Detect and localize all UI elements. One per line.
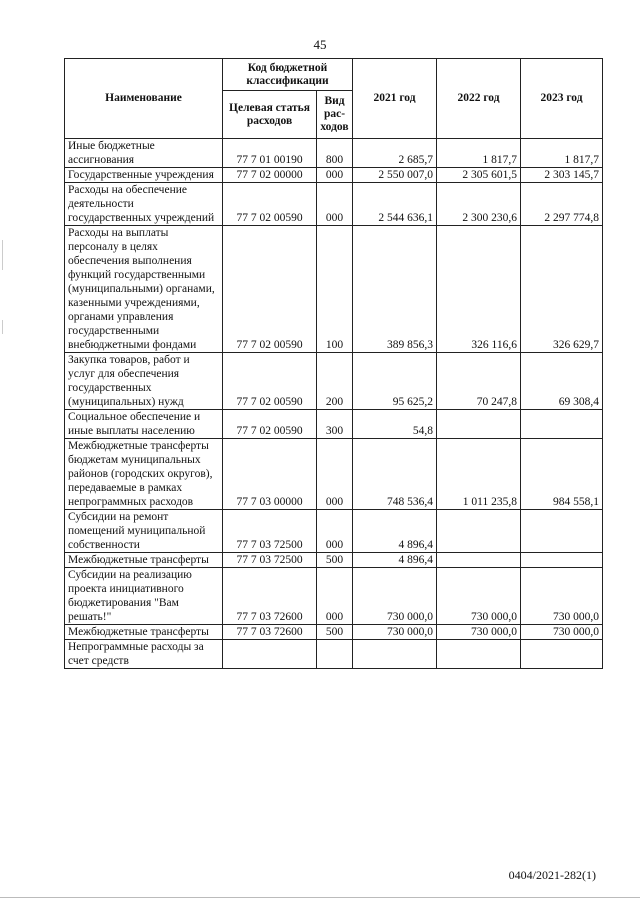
- row-value-2022: [437, 510, 521, 553]
- row-value-2021: 730 000,0: [353, 568, 437, 625]
- row-name: Межбюджетные трансферты: [65, 625, 223, 640]
- row-expense-type: 100: [317, 226, 353, 353]
- row-name: Субсидии на реализацию проекта инициативного бюджетирования "Вам решать!": [65, 568, 223, 625]
- table-row: [65, 640, 603, 669]
- row-value-2022: [437, 640, 521, 669]
- row-value-2023: [521, 640, 603, 669]
- row-expense-type: 300: [317, 410, 353, 439]
- table-row: [65, 410, 603, 439]
- row-value-2022: 730 000,0: [437, 625, 521, 640]
- row-value-2022: [437, 410, 521, 439]
- row-value-2023: 2 297 774,8: [521, 183, 603, 226]
- row-target-code: 77 7 02 00590: [223, 183, 317, 226]
- row-target-code: 77 7 03 72600: [223, 568, 317, 625]
- header-2023: 2023 год: [521, 59, 603, 139]
- row-target-code: 77 7 02 00590: [223, 410, 317, 439]
- row-value-2021: 54,8: [353, 410, 437, 439]
- table-row: [65, 439, 603, 510]
- row-target-code: 77 7 02 00000: [223, 168, 317, 183]
- row-value-2021: 95 625,2: [353, 353, 437, 410]
- budget-table: [64, 58, 603, 669]
- row-value-2021: 4 896,4: [353, 553, 437, 568]
- header-classification: Код бюджетной классификации: [223, 59, 353, 91]
- table-row: [65, 553, 603, 568]
- header-name: Наименование: [65, 59, 223, 139]
- row-value-2021: [353, 640, 437, 669]
- table-row: [65, 226, 603, 353]
- row-value-2023: 326 629,7: [521, 226, 603, 353]
- row-name: Межбюджетные трансферты бюджетам муниципальных районов (городских округов), передаваемые в рамках непрограммных расходов: [65, 439, 223, 510]
- row-value-2021: 389 856,3: [353, 226, 437, 353]
- row-value-2021: 2 550 007,0: [353, 168, 437, 183]
- row-expense-type: 000: [317, 510, 353, 553]
- row-value-2021: 2 685,7: [353, 139, 437, 168]
- row-value-2022: 70 247,8: [437, 353, 521, 410]
- row-target-code: 77 7 02 00590: [223, 226, 317, 353]
- header-2022: 2022 год: [437, 59, 521, 139]
- table-row: [65, 353, 603, 410]
- row-name: Социальное обеспечение и иные выплаты населению: [65, 410, 223, 439]
- row-name: Государственные учреждения: [65, 168, 223, 183]
- row-name: Субсидии на ремонт помещений муниципальной собственности: [65, 510, 223, 553]
- scan-artifact: [2, 320, 3, 334]
- row-value-2023: 984 558,1: [521, 439, 603, 510]
- row-value-2022: 2 305 601,5: [437, 168, 521, 183]
- row-value-2021: 2 544 636,1: [353, 183, 437, 226]
- row-expense-type: 500: [317, 553, 353, 568]
- header-2021: 2021 год: [353, 59, 437, 139]
- row-name: Иные бюджетные ассигнования: [65, 139, 223, 168]
- row-value-2021: 748 536,4: [353, 439, 437, 510]
- row-name: Непрограммные расходы за счет средств: [65, 640, 223, 669]
- row-value-2023: 2 303 145,7: [521, 168, 603, 183]
- table-row: [65, 625, 603, 640]
- row-target-code: 77 7 03 72600: [223, 625, 317, 640]
- row-value-2023: 730 000,0: [521, 568, 603, 625]
- row-value-2022: 2 300 230,6: [437, 183, 521, 226]
- scan-artifact: [2, 240, 3, 270]
- row-name: Расходы на обеспечение деятельности государственных учреждений: [65, 183, 223, 226]
- table-body: [65, 139, 603, 669]
- row-value-2021: 4 896,4: [353, 510, 437, 553]
- row-target-code: 77 7 01 00190: [223, 139, 317, 168]
- row-value-2023: 69 308,4: [521, 353, 603, 410]
- row-value-2022: 326 116,6: [437, 226, 521, 353]
- scan-artifact: [0, 897, 640, 898]
- table-row: [65, 168, 603, 183]
- table-row: [65, 510, 603, 553]
- row-target-code: 77 7 03 72500: [223, 553, 317, 568]
- row-expense-type: 000: [317, 439, 353, 510]
- row-value-2023: 730 000,0: [521, 625, 603, 640]
- row-target-code: 77 7 03 00000: [223, 439, 317, 510]
- row-expense-type: 800: [317, 139, 353, 168]
- row-expense-type: 200: [317, 353, 353, 410]
- page-number: 45: [313, 37, 327, 52]
- row-name: Закупка товаров, работ и услуг для обеспечения государственных (муниципальных) нужд: [65, 353, 223, 410]
- row-value-2021: 730 000,0: [353, 625, 437, 640]
- header-target: Целевая статья расходов: [223, 91, 317, 139]
- header-type: Вид рас-ходов: [317, 91, 353, 139]
- table-row: [65, 139, 603, 168]
- row-target-code: 77 7 03 72500: [223, 510, 317, 553]
- row-value-2023: 1 817,7: [521, 139, 603, 168]
- row-value-2023: [521, 410, 603, 439]
- row-target-code: [223, 640, 317, 669]
- row-expense-type: [317, 640, 353, 669]
- row-name: Межбюджетные трансферты: [65, 553, 223, 568]
- row-expense-type: 500: [317, 625, 353, 640]
- row-value-2022: [437, 553, 521, 568]
- row-expense-type: 000: [317, 568, 353, 625]
- row-value-2023: [521, 553, 603, 568]
- row-expense-type: 000: [317, 183, 353, 226]
- row-value-2023: [521, 510, 603, 553]
- table-row: [65, 183, 603, 226]
- row-expense-type: 000: [317, 168, 353, 183]
- row-target-code: 77 7 02 00590: [223, 353, 317, 410]
- document-number: 0404/2021-282(1): [508, 868, 596, 882]
- table-row: [65, 568, 603, 625]
- row-value-2022: 1 817,7: [437, 139, 521, 168]
- row-name: Расходы на выплаты персоналу в целях обеспечения выполнения функций государственными (муниципальными) органами, казенными учреждениями, органами управления государственными внебюджетными фондами: [65, 226, 223, 353]
- row-value-2022: 730 000,0: [437, 568, 521, 625]
- row-value-2022: 1 011 235,8: [437, 439, 521, 510]
